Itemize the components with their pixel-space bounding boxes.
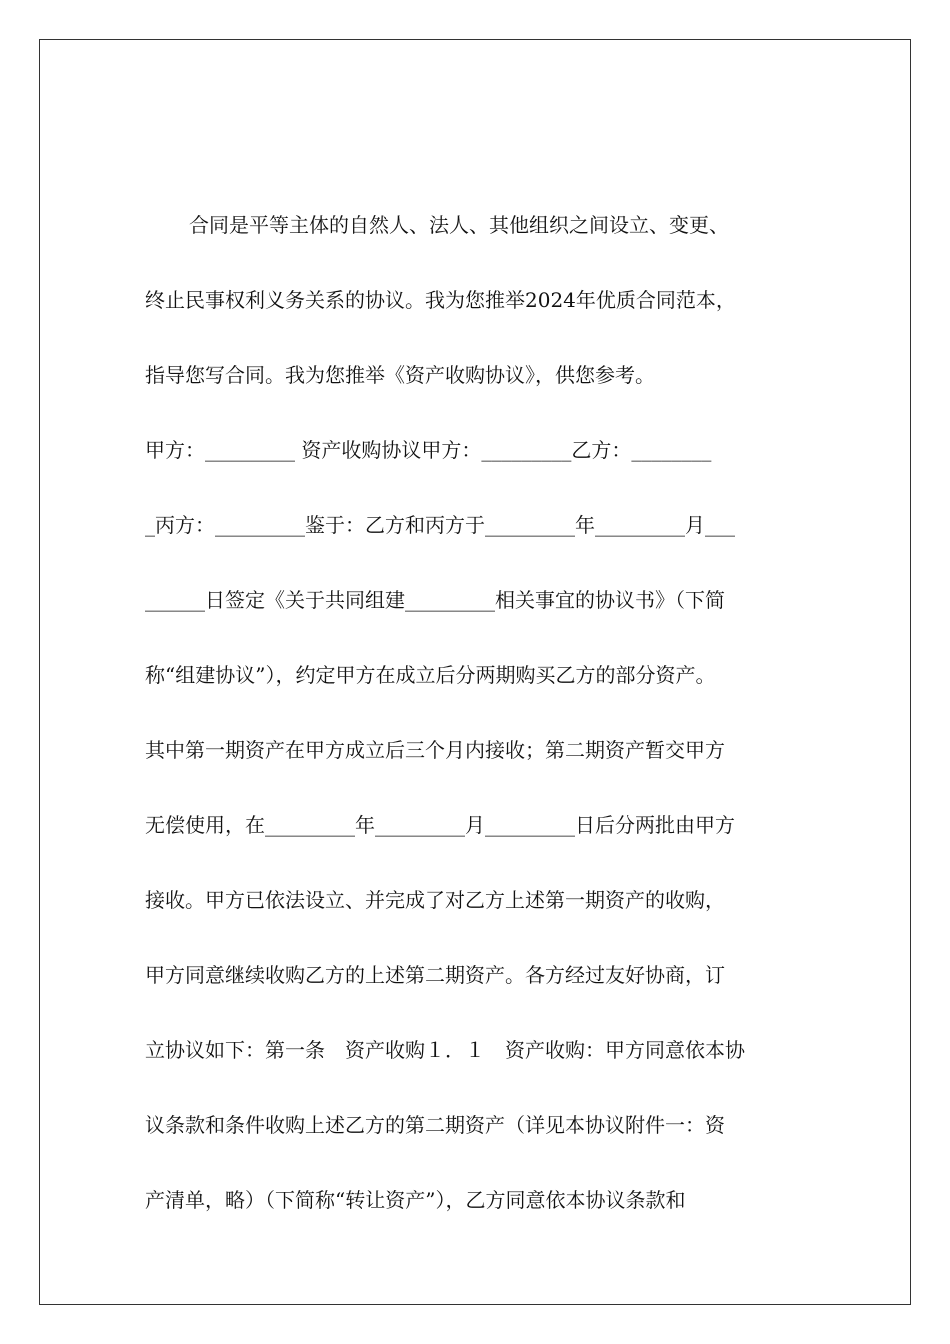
paragraph-line: _丙方：_________鉴于：乙方和丙方于_________年_________月___ <box>145 513 735 537</box>
paragraph-line: 合同是平等主体的自然人、法人、其他组织之间设立、变更、 <box>189 213 729 237</box>
paragraph-line: ______日签定《关于共同组建_________相关事宜的协议书》（下简 <box>145 588 725 612</box>
paragraph-line: 甲方：_________ 资产收购协议甲方：_________乙方：________ <box>145 438 712 462</box>
paragraph-line: 其中第一期资产在甲方成立后三个月内接收；第二期资产暂交甲方 <box>145 738 725 762</box>
paragraph-line: 接收。甲方已依法设立、并完成了对乙方上述第一期资产的收购， <box>145 888 725 912</box>
paragraph-line: 议条款和条件收购上述乙方的第二期资产（详见本协议附件一：资 <box>145 1113 725 1137</box>
paragraph-line: 称“组建协议”），约定甲方在成立后分两期购买乙方的部分资产。 <box>145 663 716 687</box>
paragraph-line: 立协议如下：第一条 资产收购１．１ 资产收购：甲方同意依本协 <box>145 1038 745 1062</box>
paragraph-line: 甲方同意继续收购乙方的上述第二期资产。各方经过友好协商，订 <box>145 963 725 987</box>
paragraph-line: 无偿使用，在_________年_________月_________日后分两批由甲方 <box>145 813 735 837</box>
paragraph-line: 终止民事权利义务关系的协议。我为您推举2024年优质合同范本， <box>145 288 736 312</box>
paragraph-line: 产清单，略）（下简称“转让资产”），乙方同意依本协议条款和 <box>145 1188 686 1212</box>
paragraph-line: 指导您写合同。我为您推举《资产收购协议》，供您参考。 <box>145 363 655 387</box>
